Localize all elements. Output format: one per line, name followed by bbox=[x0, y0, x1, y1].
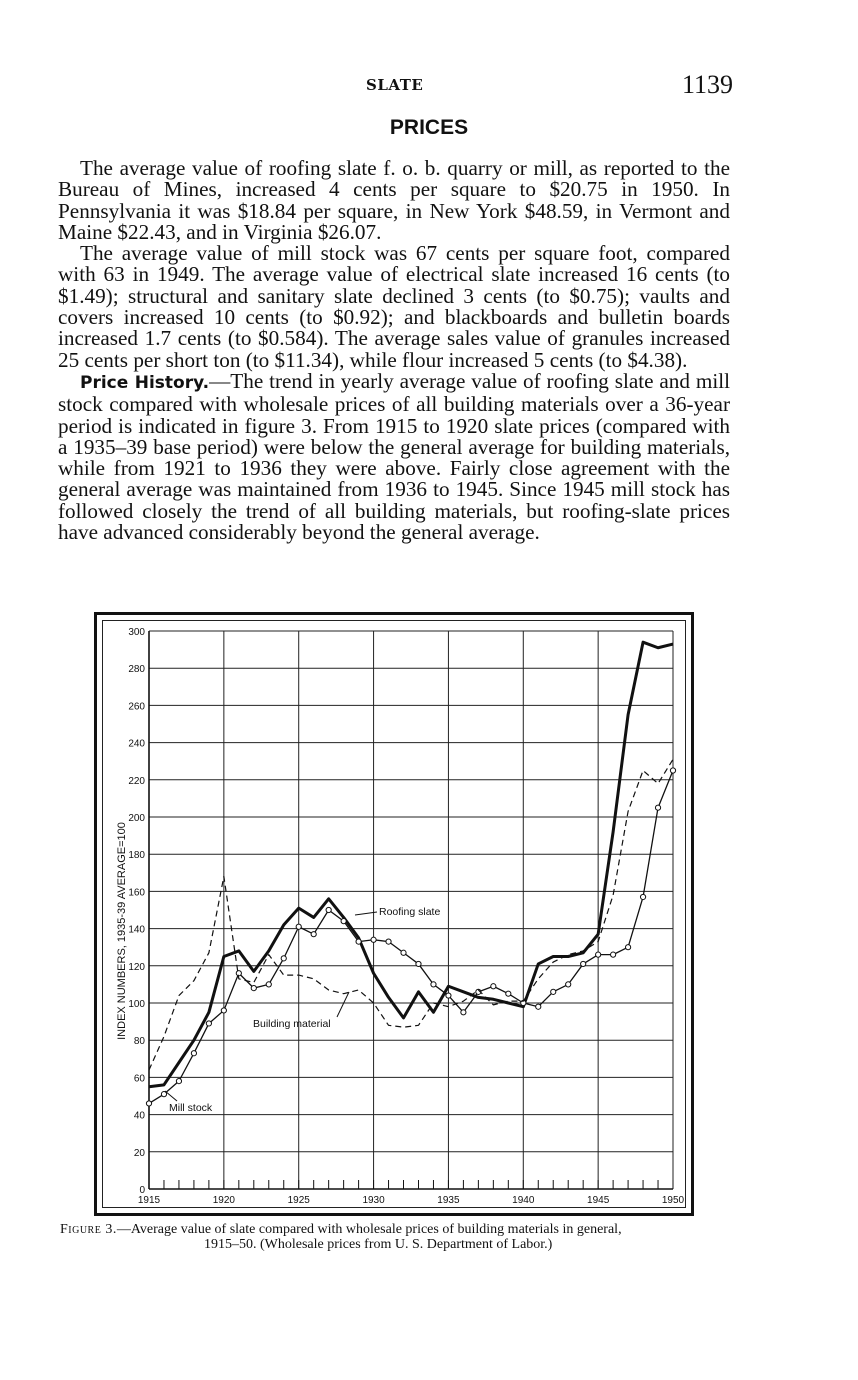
caption-text-line2: 1915–50. (Wholesale prices from U. S. Department of Labor.) bbox=[204, 1237, 553, 1252]
mill-stock-point bbox=[251, 986, 256, 991]
mill-stock-point bbox=[296, 924, 301, 929]
y-tick-label: 120 bbox=[128, 961, 145, 973]
mill-stock-point bbox=[146, 1101, 151, 1106]
y-tick-label: 220 bbox=[128, 775, 145, 787]
mill-stock-point bbox=[640, 894, 645, 899]
mill-stock-point bbox=[341, 919, 346, 924]
x-tick-label: 1935 bbox=[437, 1195, 460, 1206]
annotation-leader bbox=[337, 992, 349, 1017]
mill-stock-point bbox=[655, 805, 660, 810]
series-line-roofing-slate bbox=[149, 642, 673, 1087]
running-head-title: SLATE bbox=[366, 76, 424, 94]
caption-text-line1: —Average value of slate compared with wholesale prices of building materials in general, bbox=[116, 1222, 622, 1237]
paragraph-1: The average value of roofing slate f. o. b. quarry or mill, as reported to the Bureau of Mines, increased 4 cents per square to $20.75 in 1950. In Pennsylvania it was $18.84 per square, in New York $48.59, in Vermont and Maine $22.43, and in Virginia $26.07. bbox=[58, 156, 730, 244]
mill-stock-point bbox=[625, 945, 630, 950]
paragraph-2: The average value of mill stock was 67 cents per square foot, compared with 63 in 1949. The average value of electrical slate increased 16 cents (to $1.49); structural and sanitary slate declined 3 cents (to $0.75); vaults and covers increased 10 cents (to $0.92); and blackboards and bulletin boards increased 1.7 cents (to $0.584). The average sales value of granules increased 25 cents per short ton (to $11.34), while flour increased 5 cents (to $4.38). bbox=[58, 241, 730, 372]
y-tick-label: 300 bbox=[128, 627, 145, 638]
x-tick-label: 1925 bbox=[287, 1195, 310, 1206]
y-tick-label: 280 bbox=[128, 664, 145, 676]
mill-stock-point bbox=[551, 989, 556, 994]
figure-caption bbox=[60, 1222, 740, 1252]
mill-stock-point bbox=[191, 1051, 196, 1056]
y-tick-label: 160 bbox=[128, 887, 145, 899]
x-tick-label: 1930 bbox=[362, 1195, 385, 1206]
y-tick-label: 0 bbox=[139, 1185, 145, 1196]
y-tick-label: 140 bbox=[128, 924, 145, 936]
mill-stock-point bbox=[566, 982, 571, 987]
annotation-leader bbox=[165, 1091, 177, 1101]
mill-stock-point bbox=[536, 1004, 541, 1009]
y-tick-label: 40 bbox=[133, 1110, 145, 1122]
mill-stock-point bbox=[401, 950, 406, 955]
mill-stock-point bbox=[491, 984, 496, 989]
y-tick-label: 80 bbox=[133, 1036, 145, 1048]
annotation-label: Roofing slate bbox=[379, 906, 441, 918]
section-title: PRICES bbox=[389, 116, 469, 139]
y-tick-label: 240 bbox=[128, 738, 145, 750]
running-head bbox=[0, 72, 858, 102]
x-tick-labels bbox=[138, 1195, 685, 1206]
paragraph-3-text: —The trend in yearly average value of roofing slate and mill stock compared with wholesale prices of all building materials over a 36-year period is indicated in figure 3. From 1915 to 1920 slate prices (compared with a 1935–39 base period) were below the general average for building materials, while from 1921 to 1936 they were above. Fairly close agreement with the general average was maintained from 1936 to 1945. Since 1945 mill stock has followed closely the trend of all building materials, but roofing-slate prices have advanced considerably beyond the general average. bbox=[58, 368, 730, 545]
chart-series bbox=[146, 642, 675, 1106]
x-tick-label: 1940 bbox=[512, 1195, 535, 1206]
paragraph-3-heading: Price History. bbox=[80, 372, 210, 393]
y-tick-label: 260 bbox=[128, 701, 145, 713]
annotation-label: Building material bbox=[253, 1018, 331, 1030]
mill-stock-point bbox=[176, 1079, 181, 1084]
mill-stock-point bbox=[446, 993, 451, 998]
mill-stock-point bbox=[206, 1021, 211, 1026]
mill-stock-point bbox=[386, 939, 391, 944]
y-tick-label: 180 bbox=[128, 850, 145, 862]
y-tick-labels bbox=[128, 627, 145, 1196]
y-tick-label: 200 bbox=[128, 813, 145, 824]
mill-stock-point bbox=[161, 1092, 166, 1097]
page-number: 1139 bbox=[682, 70, 734, 99]
x-tick-label: 1920 bbox=[212, 1195, 235, 1206]
y-axis-label: INDEX NUMBERS, 1935-39 AVERAGE=100 bbox=[116, 822, 128, 1040]
y-tick-label: 60 bbox=[133, 1073, 145, 1085]
annotation-label: Mill stock bbox=[169, 1102, 213, 1114]
mill-stock-point bbox=[371, 937, 376, 942]
x-tick-label: 1915 bbox=[137, 1195, 161, 1206]
x-tick-label: 1950 bbox=[661, 1195, 685, 1206]
mill-stock-point bbox=[356, 939, 361, 944]
mill-stock-point bbox=[596, 952, 601, 957]
mill-stock-point bbox=[416, 961, 421, 966]
mill-stock-point bbox=[281, 956, 286, 961]
paragraph-3 bbox=[58, 368, 730, 545]
mill-stock-point bbox=[326, 907, 331, 912]
y-tick-label: 100 bbox=[128, 999, 145, 1010]
mill-stock-point bbox=[311, 932, 316, 937]
mill-stock-point bbox=[431, 982, 436, 987]
mill-stock-point bbox=[611, 952, 616, 957]
caption-label: Figure 3. bbox=[60, 1222, 117, 1237]
mill-stock-point bbox=[221, 1008, 226, 1013]
y-tick-label: 20 bbox=[133, 1147, 145, 1159]
mill-stock-point bbox=[461, 1010, 466, 1015]
body-text bbox=[58, 158, 730, 543]
mill-stock-point bbox=[266, 982, 271, 987]
x-tick-label: 1945 bbox=[587, 1195, 610, 1206]
mill-stock-point bbox=[670, 768, 675, 773]
mill-stock-point bbox=[506, 991, 511, 996]
price-index-chart bbox=[97, 615, 697, 1219]
mill-stock-point bbox=[581, 961, 586, 966]
figure-frame bbox=[94, 612, 694, 1216]
